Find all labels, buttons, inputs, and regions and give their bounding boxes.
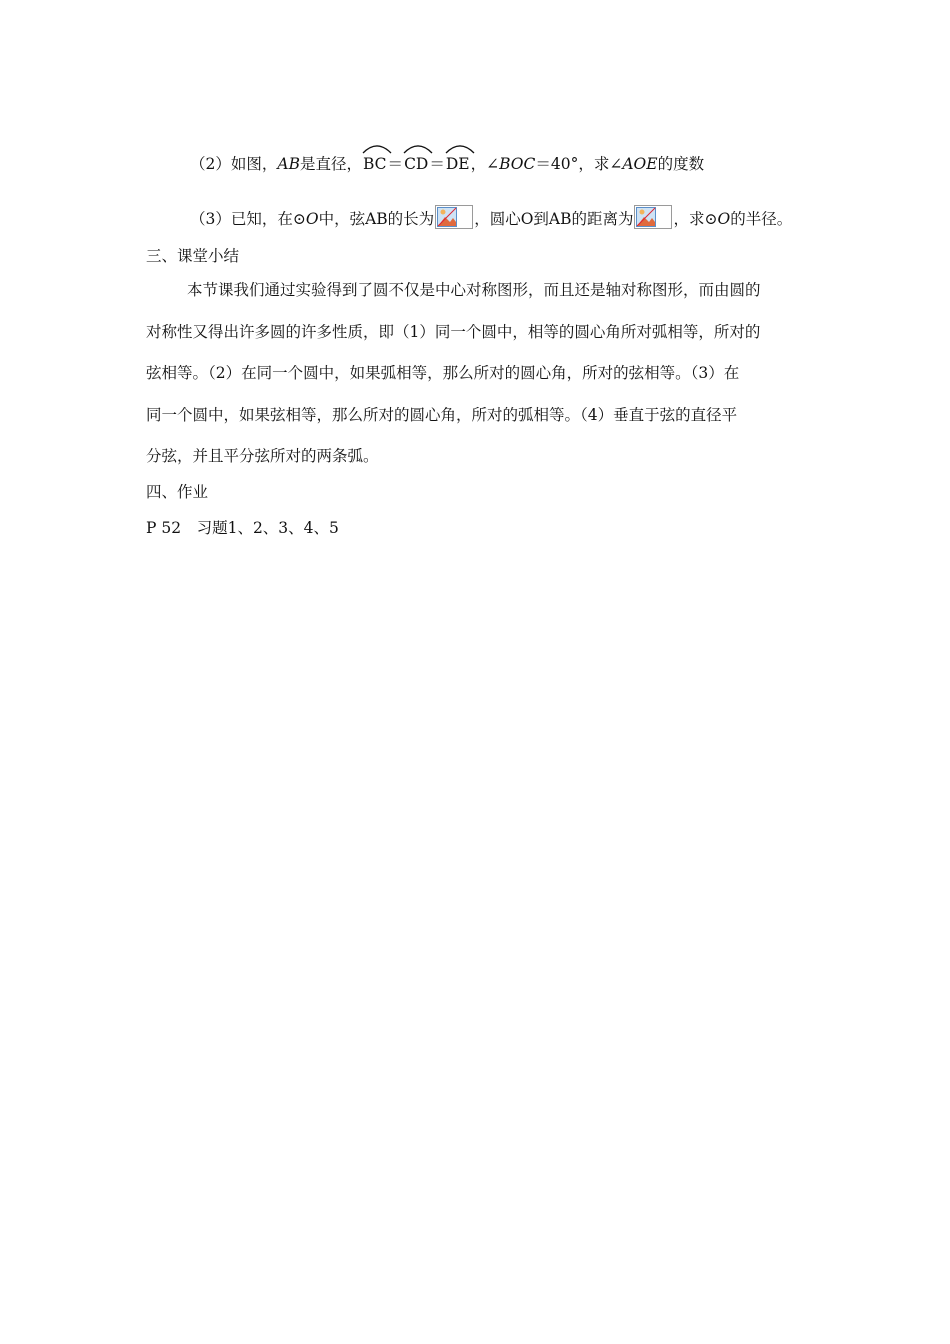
arc-cd: CD — [404, 153, 428, 173]
section-3-heading: 三、课堂小结 — [146, 247, 240, 265]
q2-eq-1: ＝ — [387, 155, 404, 173]
q2-number: （2） — [190, 155, 231, 173]
broken-image-icon — [634, 205, 672, 229]
summary-line-1: 本节课我们通过实验得到了圆不仅是中心对称图形，而且还是轴对称图形，而由圆的 — [187, 281, 761, 299]
summary-line-3: 弦相等。（2）在同一个圆中，如果弧相等，那么所对的圆心角，所对的弦相等。（3）在 — [146, 364, 740, 382]
q3-text-4: ，求⊙ — [673, 210, 718, 228]
q3-circle-o-1: O — [305, 210, 319, 228]
broken-image-icon — [435, 205, 473, 229]
q3-text-5: 的半径。 — [730, 210, 793, 228]
q3-text-3: ，圆心O到AB的距离为 — [474, 210, 634, 228]
arc-bc: BC — [363, 153, 387, 173]
q3-text-1: 已知，在⊙ — [230, 210, 306, 228]
q2-text-4: ＝40°，求 — [535, 155, 610, 173]
q3-circle-o-2: O — [717, 210, 731, 228]
q2-text-5: 的度数 — [657, 155, 705, 173]
arc-de: DE — [446, 153, 470, 173]
summary-line-5: 分弦，并且平分弦所对的两条弧。 — [146, 447, 379, 465]
homework-line: P 52 习题1、2、3、4、5 — [146, 519, 339, 537]
summary-line-2: 对称性又得出许多圆的许多性质，即（1）同一个圆中，相等的圆心角所对弧相等，所对的 — [146, 323, 761, 341]
section-4-heading: 四、作业 — [146, 483, 209, 501]
q2-eq-2: ＝ — [429, 155, 445, 173]
q2-text-1: 如图， — [230, 155, 278, 173]
q3-text-2: 中，弦AB的长为 — [318, 210, 435, 228]
q2-text-3: ， — [470, 155, 487, 173]
question-3 — [190, 205, 792, 229]
q2-ab: AB — [277, 155, 300, 173]
summary-line-4: 同一个圆中，如果弦相等，那么所对的圆心角，所对的弧相等。（4）垂直于弦的直径平 — [146, 406, 738, 424]
angle-aoe: ∠AOE — [609, 155, 658, 173]
angle-boc: ∠BOC — [486, 155, 536, 173]
q3-number: （3） — [190, 210, 231, 228]
question-2 — [190, 152, 704, 174]
q2-text-2: 是直径， — [299, 155, 362, 173]
